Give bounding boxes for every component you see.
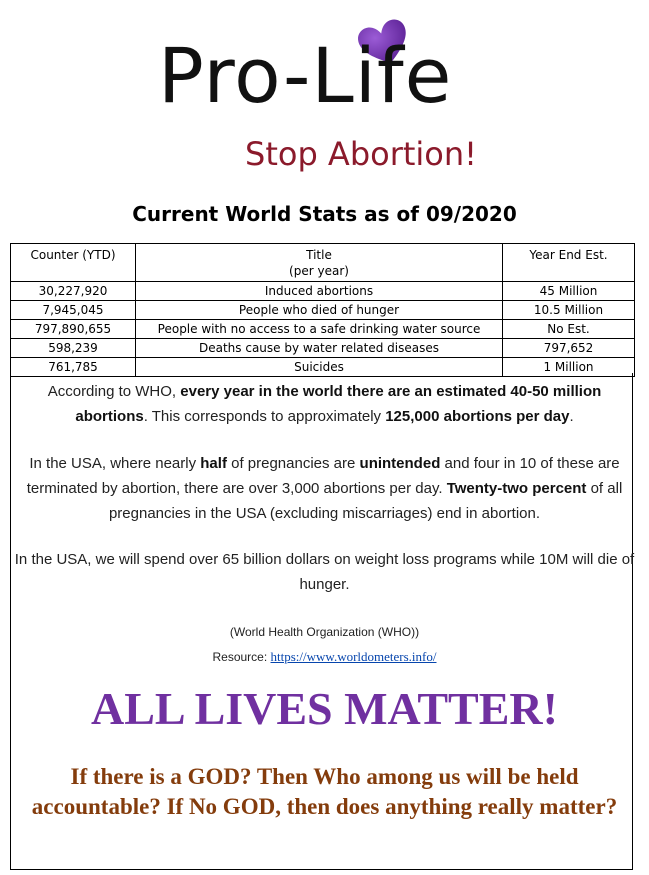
cell-estimate: 10.5 Million [503,301,635,320]
text: and four in 10 of these are terminated by abortion, there are over 3,000 abortions per day. [26,455,620,497]
header-title [136,244,503,282]
emphasis: unintended [359,455,441,472]
header-estimate: Year End Est. [503,244,635,282]
table-header-row [11,244,635,282]
cell-estimate: No Est. [503,320,635,339]
header-title-sub: (per year) [289,264,349,278]
cell-title: Induced abortions [136,282,503,301]
paragraph-who [14,379,635,429]
resource-label: Resource: [212,650,271,664]
header-title-label: Title [306,248,332,262]
cell-title: Deaths cause by water related diseases [136,339,503,358]
text: of all pregnancies in the USA (excluding miscarriages) end in abortion. [108,480,623,522]
resource-link[interactable]: https://www.worldometers.info/ [270,649,437,664]
emphasis: Twenty-two percent [446,480,587,497]
logo-title: Pro-Life [158,31,453,120]
text: . [569,408,574,425]
cell-title: People with no access to a safe drinking water source [136,320,503,339]
cell-title: People who died of hunger [136,301,503,320]
stats-heading: Current World Stats as of 09/2020 [132,202,517,226]
table-row [11,301,635,320]
banner-heading: ALL LIVES MATTER! [91,683,558,734]
emphasis: every year in the world there are an estimated 40-50 million abortions [75,383,602,425]
text: In the USA, where nearly [29,455,201,472]
cell-counter: 797,890,655 [11,320,136,339]
paragraph-weight-loss: In the USA, we will spend over 65 billion dollars on weight loss programs while 10M will die of hunger. [14,551,635,593]
emphasis: half [200,455,227,472]
cell-counter: 7,945,045 [11,301,136,320]
paragraph-usa [14,451,635,526]
text: of pregnancies are [226,455,360,472]
cell-estimate: 797,652 [503,339,635,358]
table-row [11,339,635,358]
cell-counter: 30,227,920 [11,282,136,301]
logo-subtitle: Stop Abortion! [245,135,477,173]
header-counter: Counter (YTD) [11,244,136,282]
source-org: (World Health Organization (WHO)) [229,625,420,639]
table-row [11,320,635,339]
cell-estimate: 45 Million [503,282,635,301]
table-row [11,282,635,301]
cell-estimate: 1 Million [503,358,635,377]
cell-counter: 598,239 [11,339,136,358]
cell-counter: 761,785 [11,358,136,377]
closing-question: If there is a GOD? Then Who among us will be held accountable? If No GOD, then does anything really matter? [31,764,618,819]
text: According to WHO, [47,383,181,400]
stats-table [10,243,635,377]
emphasis: 125,000 abortions per day [385,408,570,425]
text: . This corresponds to approximately [143,408,386,425]
cell-title: Suicides [136,358,503,377]
source-resource [0,649,649,665]
